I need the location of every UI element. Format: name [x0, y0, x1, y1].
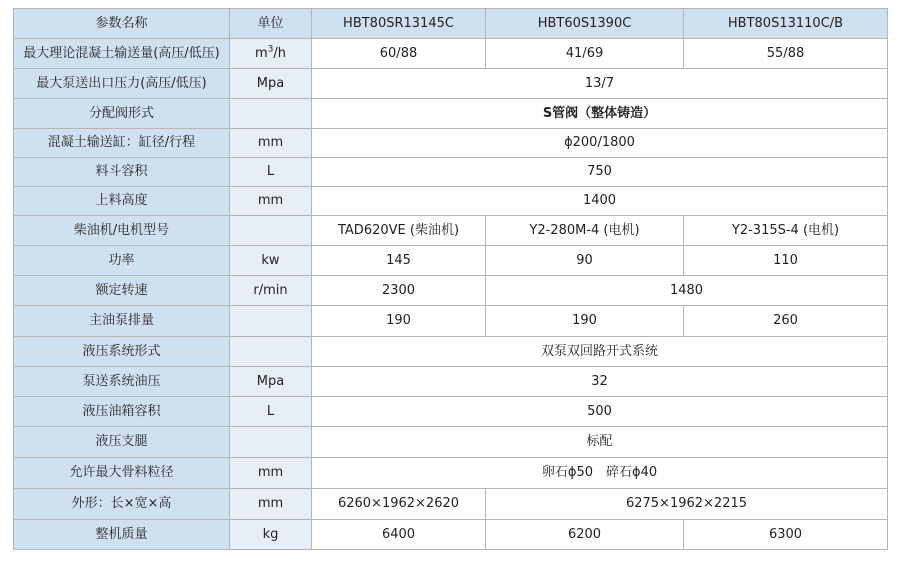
param-label: 主油泵排量: [14, 306, 230, 337]
row-valve: [14, 99, 888, 129]
param-label: 泵送系统油压: [14, 367, 230, 397]
unit-cell: [230, 306, 312, 337]
row-output: [14, 39, 888, 69]
value-all-models: 双泵双回路开式系统: [312, 337, 888, 367]
unit-cell: Mpa: [230, 367, 312, 397]
header-unit: 单位: [230, 9, 312, 39]
value-model-1: 190: [312, 306, 486, 337]
value-model-3: 110: [684, 246, 888, 276]
value-model-2: 90: [486, 246, 684, 276]
value-model-1: 6260×1962×2620: [312, 489, 486, 520]
unit-cell: [230, 99, 312, 129]
value-model-2: 6200: [486, 520, 684, 550]
header-param: 参数名称: [14, 9, 230, 39]
row-height: [14, 187, 888, 216]
spec-table: [13, 8, 888, 550]
row-pressure: [14, 69, 888, 99]
param-label: 允许最大骨料粒径: [14, 458, 230, 489]
row-legs: [14, 427, 888, 458]
value-all-models: 500: [312, 397, 888, 427]
row-tank: [14, 397, 888, 427]
unit-suffix: /h: [273, 45, 287, 61]
value-model-3: 55/88: [684, 39, 888, 69]
param-label: 混凝土输送缸：缸径/行程: [14, 129, 230, 158]
param-label: 液压系统形式: [14, 337, 230, 367]
header-row: [14, 9, 888, 39]
row-weight: [14, 520, 888, 550]
value-model-2: 41/69: [486, 39, 684, 69]
param-label: 最大泵送出口压力(高压/低压): [14, 69, 230, 99]
row-speed: [14, 276, 888, 306]
value-model-2: Y2-280M-4 (电机): [486, 216, 684, 246]
value-model-1: 60/88: [312, 39, 486, 69]
row-hopper: [14, 158, 888, 187]
row-hydraulic: [14, 337, 888, 367]
unit-cell: [230, 337, 312, 367]
param-label: 柴油机/电机型号: [14, 216, 230, 246]
value-model-3: 6300: [684, 520, 888, 550]
value-model-3: Y2-315S-4 (电机): [684, 216, 888, 246]
header-model-1: HBT80SR13145C: [312, 9, 486, 39]
unit-cell: [230, 39, 312, 69]
value-models-2-3: 6275×1962×2215: [486, 489, 888, 520]
unit-cell: mm: [230, 129, 312, 158]
row-engine: [14, 216, 888, 246]
row-oilpressure: [14, 367, 888, 397]
unit-cell: mm: [230, 489, 312, 520]
param-label: 整机质量: [14, 520, 230, 550]
row-pump: [14, 306, 888, 337]
unit-cell: L: [230, 397, 312, 427]
value-model-1: 145: [312, 246, 486, 276]
unit-cell: r/min: [230, 276, 312, 306]
unit-cell: L: [230, 158, 312, 187]
row-dims: [14, 489, 888, 520]
row-aggregate: [14, 458, 888, 489]
param-label: 分配阀形式: [14, 99, 230, 129]
value-model-1: TAD620VE (柴油机): [312, 216, 486, 246]
param-label: 上料高度: [14, 187, 230, 216]
param-label: 功率: [14, 246, 230, 276]
unit-cell: [230, 427, 312, 458]
value-all-models: 1400: [312, 187, 888, 216]
unit-superscript: 3: [267, 44, 274, 55]
param-label: 额定转速: [14, 276, 230, 306]
unit-cell: [230, 216, 312, 246]
value-all-models: 13/7: [312, 69, 888, 99]
value-all-models: S管阀（整体铸造）: [312, 99, 888, 129]
unit-cell: kg: [230, 520, 312, 550]
header-model-2: HBT60S1390C: [486, 9, 684, 39]
header-model-3: HBT80S13110C/B: [684, 9, 888, 39]
unit-cell: Mpa: [230, 69, 312, 99]
param-label: 液压支腿: [14, 427, 230, 458]
value-all-models: 750: [312, 158, 888, 187]
unit-cell: mm: [230, 458, 312, 489]
value-model-1: 2300: [312, 276, 486, 306]
value-model-3: 260: [684, 306, 888, 337]
value-all-models: 卵石ϕ50 碎石ϕ40: [312, 458, 888, 489]
param-label: 料斗容积: [14, 158, 230, 187]
value-model-1: 6400: [312, 520, 486, 550]
value-models-2-3: 1480: [486, 276, 888, 306]
value-all-models: ϕ200/1800: [312, 129, 888, 158]
value-all-models: 32: [312, 367, 888, 397]
value-model-2: 190: [486, 306, 684, 337]
unit-cell: kw: [230, 246, 312, 276]
param-label: 液压油箱容积: [14, 397, 230, 427]
param-label: 外形：长×宽×高: [14, 489, 230, 520]
row-power: [14, 246, 888, 276]
value-all-models: 标配: [312, 427, 888, 458]
param-label: 最大理论混凝土输送量(高压/低压): [14, 39, 230, 69]
row-cylinder: [14, 129, 888, 158]
unit-base: m: [254, 45, 268, 61]
unit-cell: mm: [230, 187, 312, 216]
